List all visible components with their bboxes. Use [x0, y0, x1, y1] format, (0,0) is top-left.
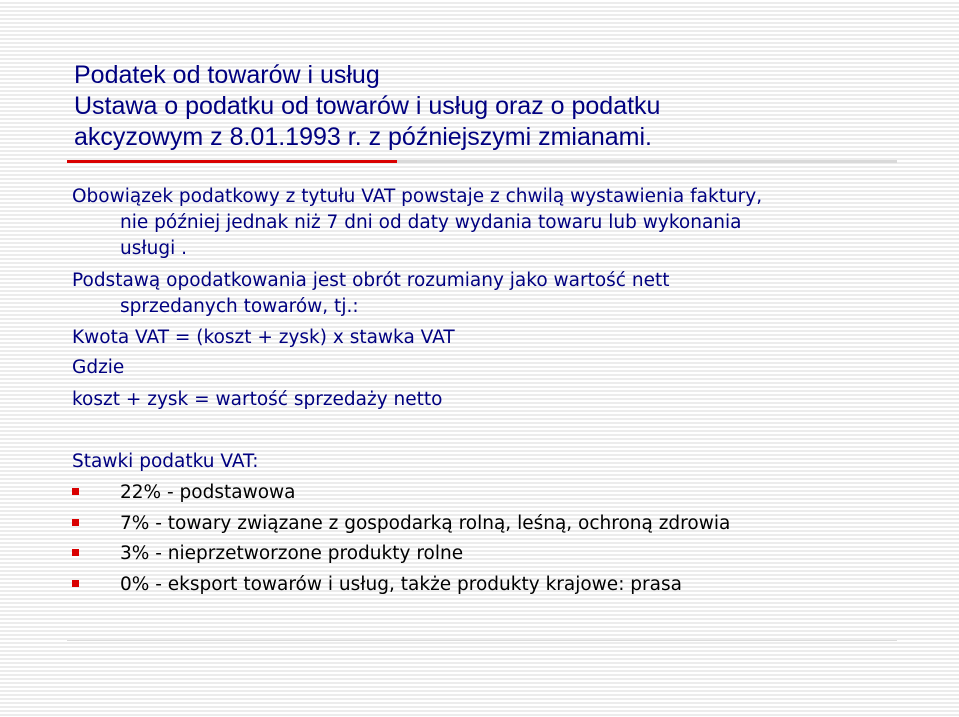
paragraph-line: Obowiązek podatkowy z tytułu VAT powstaje z chwilą wystawienia faktury, [72, 186, 763, 207]
rate-text: 3% - nieprzetworzone produkty rolne [120, 543, 464, 565]
paragraph-line: Podstawą opodatkowania jest obrót rozumiany jako wartość nett [72, 270, 670, 291]
title-line: akcyzowym z 8.01.1993 r. z późniejszymi zmianami. [74, 123, 652, 151]
list-item [72, 572, 730, 603]
square-bullet-icon [72, 519, 79, 526]
paragraph-line: sprzedanych towarów, tj.: [120, 296, 359, 317]
tax-obligation-paragraph [72, 184, 892, 262]
vat-rates-list [72, 480, 730, 603]
paragraph-line: nie później jednak niż 7 dni od daty wydania towaru lub wykonania [120, 212, 742, 233]
where-label: Gdzie [72, 357, 125, 378]
slide-title [74, 60, 914, 153]
rate-text: 7% - towary związane z gospodarką rolną, leśną, ochroną zdrowia [120, 512, 731, 534]
vat-rates-heading: Stawki podatku VAT: [72, 451, 259, 472]
paragraph-line: usługi . [120, 238, 187, 259]
vat-formula: Kwota VAT = (koszt + zysk) x stawka VAT [72, 327, 455, 348]
square-bullet-icon [72, 488, 79, 495]
title-divider [67, 160, 897, 163]
square-bullet-icon [72, 549, 79, 556]
title-line: Ustawa o podatku od towarów i usług oraz o podatku [74, 92, 661, 120]
list-item [72, 541, 730, 572]
rate-text: 0% - eksport towarów i usług, także produkty krajowe: prasa [120, 574, 682, 596]
formula-definition: koszt + zysk = wartość sprzedaży netto [72, 389, 443, 410]
title-line: Podatek od towarów i usług [74, 61, 380, 89]
footer-divider [67, 640, 897, 641]
tax-base-paragraph [72, 268, 892, 320]
square-bullet-icon [72, 580, 79, 587]
rate-text: 22% - podstawowa [120, 482, 296, 503]
list-item [72, 511, 730, 542]
list-item [72, 480, 730, 511]
